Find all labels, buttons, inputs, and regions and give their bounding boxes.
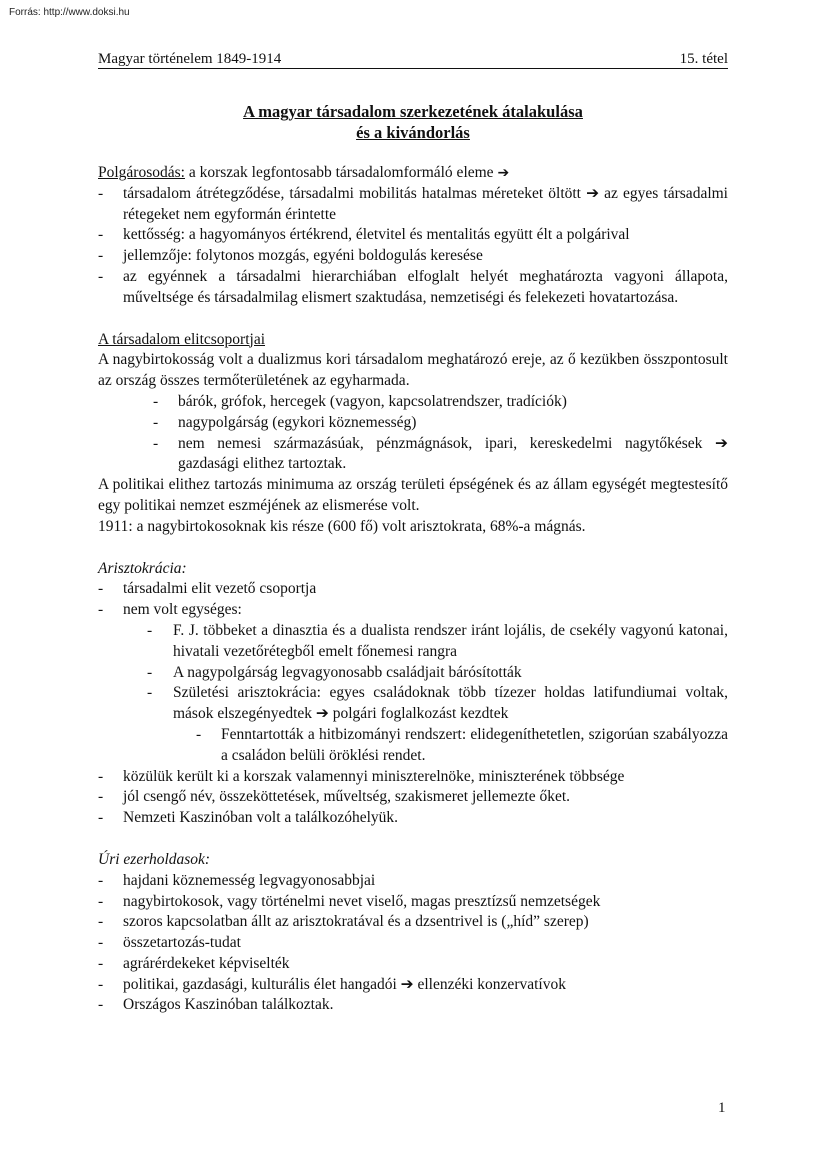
list-item: - kettősség: a hagyományos értékrend, életvitel és mentalitás együtt élt a polgárival [98, 225, 728, 246]
arrow-icon: ➔ [497, 165, 510, 181]
list-item: - jellemzője: folytonos mozgás, egyéni boldogulás keresése [98, 246, 728, 267]
elit-heading: A társadalom elitcsoportjai [98, 330, 266, 348]
document-title [98, 101, 728, 143]
arisztokracia-list [98, 579, 728, 621]
polgarosodas-intro [98, 163, 728, 184]
list-item-text: nem volt egységes: [123, 601, 242, 619]
polgarosodas-list [98, 184, 728, 309]
arisztokracia-heading: Arisztokrácia: [98, 559, 187, 577]
page-number: 1 [718, 1100, 726, 1116]
list-item [98, 600, 728, 621]
header-left: Magyar történelem 1849-1914 [98, 51, 282, 67]
list-item: - társadalom átrétegződése, társadalmi mobilitás hatalmas méreteket öltött ➔ az egyes társadalmi rétegeket nem egyformán érintette [98, 184, 728, 226]
list-item: - politikai, gazdasági, kulturális élet hangadói ➔ ellenzéki konzervatívok [98, 975, 728, 996]
list-item: - A nagypolgárság legvagyonosabb családjait bárósították [98, 663, 728, 684]
header-right: 15. tétel [679, 51, 728, 67]
list-item: - Országos Kaszinóban találkoztak. [98, 995, 728, 1016]
list-item: - hajdani köznemesség legvagyonosabbjai [98, 871, 728, 892]
running-header [98, 50, 728, 69]
list-item: - Nemzeti Kaszinóban volt a találkozóhelyük. [98, 808, 728, 829]
list-item: - közülük került ki a korszak valamennyi miniszterelnöke, miniszterének többsége [98, 767, 728, 788]
list-item: - szoros kapcsolatban állt az arisztokratával és a dzsentrivel is („híd” szerep) [98, 912, 728, 933]
document-page [98, 50, 728, 1016]
title-line-1: A magyar társadalom szerkezetének átalakulása [243, 102, 583, 121]
arisztokracia-sublist [98, 621, 728, 725]
list-item: - F. J. többeket a dinasztia és a dualista rendszer iránt lojális, de csekély vagyonú katonai, hivatali vezetőrétegből emelt főnemesi rangra [98, 621, 728, 663]
list-item: - az egyénnek a társadalmi hierarchiában elfoglalt helyét meghatározta vagyoni állapota, műveltsége és társadalmilag elismert szaktudása, nemzetiségi és felekezeti hovatartozása. [98, 267, 728, 309]
ezerholdasok-list [98, 871, 728, 1017]
list-item: - társadalmi elit vezető csoportja [98, 579, 728, 600]
list-item: - agrárérdekeket képviselték [98, 954, 728, 975]
list-item: - nagybirtokosok, vagy történelmi nevet viselő, magas presztízsű nemzetségek [98, 892, 728, 913]
list-item: - nem nemesi származásúak, pénzmágnások, ipari, kereskedelmi nagytőkések ➔ gazdasági elithez tartoztak. [98, 434, 728, 476]
list-item: - Fenntartották a hitbizományi rendszert: elidegeníthetetlen, szigorúan szabályozza a családon belüli öröklési rendet. [98, 725, 728, 767]
list-item: - bárók, grófok, hercegek (vagyon, kapcsolatrendszer, tradíciók) [98, 392, 728, 413]
polgarosodas-intro-text: a korszak legfontosabb társadalomformáló eleme [184, 164, 498, 181]
list-item: - nagypolgárság (egykori köznemesség) [98, 413, 728, 434]
ezerholdasok-heading: Úri ezerholdasok: [98, 850, 211, 868]
polgarosodas-heading: Polgárosodás: [98, 164, 185, 181]
list-item: - Születési arisztokrácia: egyes családoknak több tízezer holdas latifundiumai voltak, mások elszegényedtek ➔ polgári foglalkozást kezdtek [98, 683, 728, 725]
arisztokracia-subsublist [98, 725, 728, 767]
elit-paragraph-3: 1911: a nagybirtokosoknak kis része (600 fő) volt arisztokrata, 68%-a mágnás. [98, 517, 586, 535]
elit-paragraph-1: A nagybirtokosság volt a dualizmus kori társadalom meghatározó ereje, az ő kezükben összpontosult az ország összes termőterületének az egyharmada. [98, 351, 728, 390]
list-item: - összetartozás-tudat [98, 933, 728, 954]
elit-list [98, 392, 728, 475]
title-line-2: és a kivándorlás [356, 123, 470, 142]
list-item: - jól csengő név, összeköttetések, műveltség, szakismeret jellemezte őket. [98, 787, 728, 808]
elit-paragraph-2: A politikai elithez tartozás minimuma az ország területi épségének és az állam egységét megtestesítő egy politikai nemzet eszméjének az elismerése volt. [98, 476, 728, 514]
source-note: Forrás: http://www.doksi.hu [9, 7, 130, 18]
arisztokracia-list-continued [98, 767, 728, 829]
